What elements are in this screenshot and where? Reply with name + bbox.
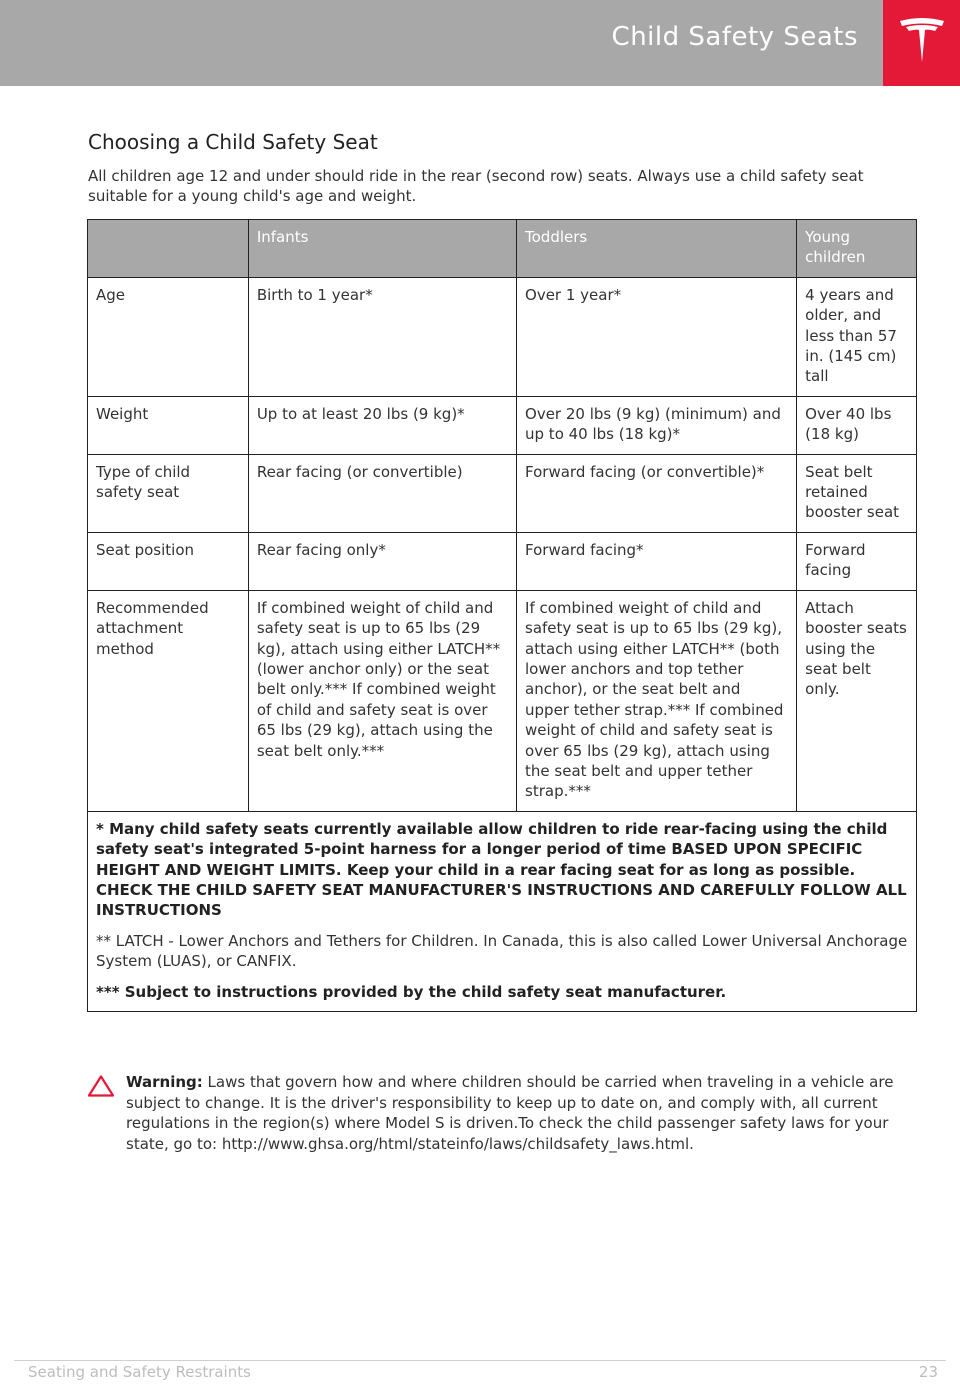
warning-triangle-icon bbox=[88, 1075, 114, 1097]
row-label-seat-type: Type of child safety seat bbox=[88, 454, 249, 532]
table-cell: Rear facing (or convertible) bbox=[248, 454, 516, 532]
header-cell-empty bbox=[88, 220, 249, 278]
table-notes-row bbox=[88, 811, 917, 1011]
table-row bbox=[88, 454, 917, 532]
table-cell: Forward facing bbox=[797, 532, 917, 590]
table-cell: 4 years and older, and less than 57 in. (145 cm) tall bbox=[797, 277, 917, 396]
row-label-weight: Weight bbox=[88, 396, 249, 454]
table-row bbox=[88, 590, 917, 811]
child-seat-table bbox=[87, 219, 917, 1012]
table-row bbox=[88, 396, 917, 454]
header-bar bbox=[0, 0, 960, 86]
page-header-title: Child Safety Seats bbox=[611, 22, 858, 52]
footer-section-name: Seating and Safety Restraints bbox=[28, 1363, 251, 1381]
footnote-triple-asterisk: *** Subject to instructions provided by the child safety seat manufacturer. bbox=[96, 982, 727, 1001]
table-cell: Rear facing only* bbox=[248, 532, 516, 590]
footnote-single-asterisk: * Many child safety seats currently available allow children to ride rear-facing using the child safety seat's integrated 5-point harness for a longer period of time BASED UPON SPECIFIC HEIGHT AND WEIGHT LIMITS. Keep your child in a rear facing seat for as long as possible. CHECK THE CHILD SAFETY SEAT MANUFACTURER'S INSTRUCTIONS AND CAREFULLY FOLLOW ALL INSTRUCTIONS bbox=[96, 819, 907, 920]
table-cell: Over 1 year* bbox=[517, 277, 797, 396]
header-cell-toddlers: Toddlers bbox=[517, 220, 797, 278]
table-cell: Over 40 lbs (18 kg) bbox=[797, 396, 917, 454]
header-cell-infants: Infants bbox=[248, 220, 516, 278]
warning-text-block bbox=[88, 1072, 918, 1154]
row-label-seat-position: Seat position bbox=[88, 532, 249, 590]
row-label-attachment-method: Recommended attachment method bbox=[88, 590, 249, 811]
warning-text: Laws that govern how and where children should be carried when traveling in a vehicle are subject to change. It is the driver's responsibility to keep up to date on, and comply with, all current regulations in the region(s) where Model S is driven.To check the child passenger safety laws for your state, go to: http://www.ghsa.org/html/stateinfo/laws/childsafety_laws.html. bbox=[126, 1073, 894, 1153]
table-cell: Attach booster seats using the seat belt only. bbox=[797, 590, 917, 811]
warning-block bbox=[88, 1072, 918, 1154]
footer-divider bbox=[14, 1360, 946, 1361]
table-cell: Forward facing* bbox=[517, 532, 797, 590]
footnote-double-asterisk: ** LATCH - Lower Anchors and Tethers for Children. In Canada, this is also called Lower Universal Anchorage System (LUAS), or CANFIX. bbox=[96, 931, 908, 971]
table-row bbox=[88, 277, 917, 396]
table-cell: If combined weight of child and safety seat is up to 65 lbs (29 kg), attach using either LATCH** (lower anchor only) or the seat belt only.*** If combined weight of child and safety seat is over 65 lbs (29 kg), attach using the seat belt only.*** bbox=[248, 590, 516, 811]
table-cell: If combined weight of child and safety seat is up to 65 lbs (29 kg), attach using either LATCH** (both lower anchors and top tether anchor), or the seat belt and upper tether strap.*** If combined weight of child and safety seat is over 65 lbs (29 kg), attach using the seat belt and upper tether strap.*** bbox=[517, 590, 797, 811]
table-header-row bbox=[88, 220, 917, 278]
tesla-logo bbox=[883, 0, 960, 86]
intro-paragraph: All children age 12 and under should ride in the rear (second row) seats. Always use a child safety seat suitable for a young child's age and weight. bbox=[88, 167, 864, 205]
table-cell: Over 20 lbs (9 kg) (minimum) and up to 40 lbs (18 kg)* bbox=[517, 396, 797, 454]
table-cell: Birth to 1 year* bbox=[248, 277, 516, 396]
row-label-age: Age bbox=[88, 277, 249, 396]
warning-label: Warning: bbox=[126, 1073, 203, 1091]
table-cell: Forward facing (or convertible)* bbox=[517, 454, 797, 532]
table-cell: Up to at least 20 lbs (9 kg)* bbox=[248, 396, 516, 454]
header-cell-young-children: Young children bbox=[797, 220, 917, 278]
section-title: Choosing a Child Safety Seat bbox=[88, 130, 378, 154]
table-notes-cell bbox=[88, 811, 917, 1011]
table-cell: Seat belt retained booster seat bbox=[797, 454, 917, 532]
table-row bbox=[88, 532, 917, 590]
tesla-logo-icon bbox=[897, 16, 947, 68]
footer-page-number: 23 bbox=[918, 1363, 938, 1381]
